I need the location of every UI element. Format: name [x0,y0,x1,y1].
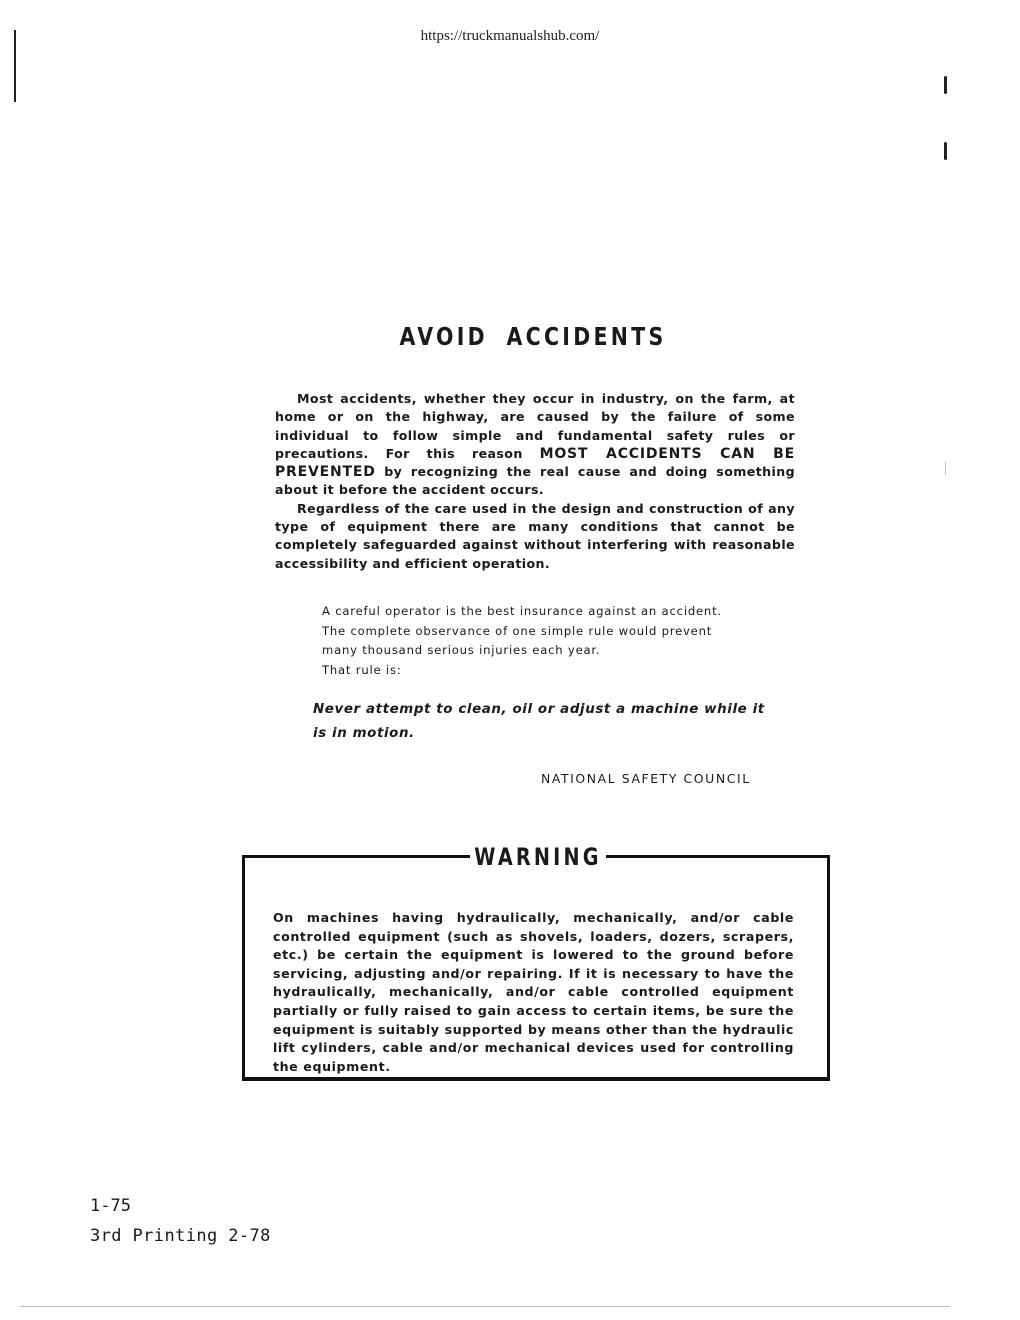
intro-p1-end: by recognizing the real cause and doing something about it before the accident occurs. [275,464,795,498]
warning-text: On machines having hydraulically, mechanically, and/or cable controlled equipment (such as shovels, loaders, dozers, scrapers, etc.) be certain the equipment is lowered to the ground before servicing, adjusting and/or repairing. If it is necessary to have the hydraulically, mechanically, and/or cable controlled equipment partially or fully raised to gain access to certain items, be sure the equipment is suitably supported by means other than the hydraulic lift cylinders, cable and/or mechanical devices used for controlling the equipment. [273,910,794,1074]
intro-paragraph-1 [275,390,795,500]
scan-artifact-right-mark-1 [944,76,947,94]
quote-line-1: A careful operator is the best insurance against an accident. [322,604,722,618]
scan-artifact-right-tick [945,462,946,475]
attribution: NATIONAL SAFETY COUNCIL [541,771,751,786]
scan-artifact-bottom-line [20,1306,950,1307]
quote-line-4: That rule is: [322,662,402,677]
source-url[interactable]: https://truckmanualshub.com/ [420,28,600,44]
scan-artifact-right-mark-2 [944,142,947,160]
warning-title: WARNING [474,843,602,871]
printing-info: 3rd Printing 2-78 [90,1226,271,1246]
page-title: AVOID ACCIDENTS [399,322,667,351]
intro-paragraph-2: Regardless of the care used in the design and construction of any type of equipment there are many conditions that cannot be completely safeguarded against without interfering with reasonable accessibility and efficient operation. [275,500,795,571]
intro-p1-start: Most accidents, whether they occur in industry, on the farm, at home or on the highway, are caused by the failure of some individual to follow simple and fundamental safety rules or precautions. For this reason [275,391,795,461]
quote-line-3: many thousand serious injuries each year. [322,643,601,657]
safety-quote [322,602,762,680]
intro-p1-emphasis: MOST ACCIDENTS CAN BE PREVENTED [275,445,795,481]
safety-rule: Never attempt to clean, oil or adjust a machine while it is in motion. [313,702,765,741]
quote-line-2: The complete observance of one simple rule would prevent [322,623,713,638]
intro-text [275,390,795,573]
page-number: 1-75 [90,1196,131,1216]
